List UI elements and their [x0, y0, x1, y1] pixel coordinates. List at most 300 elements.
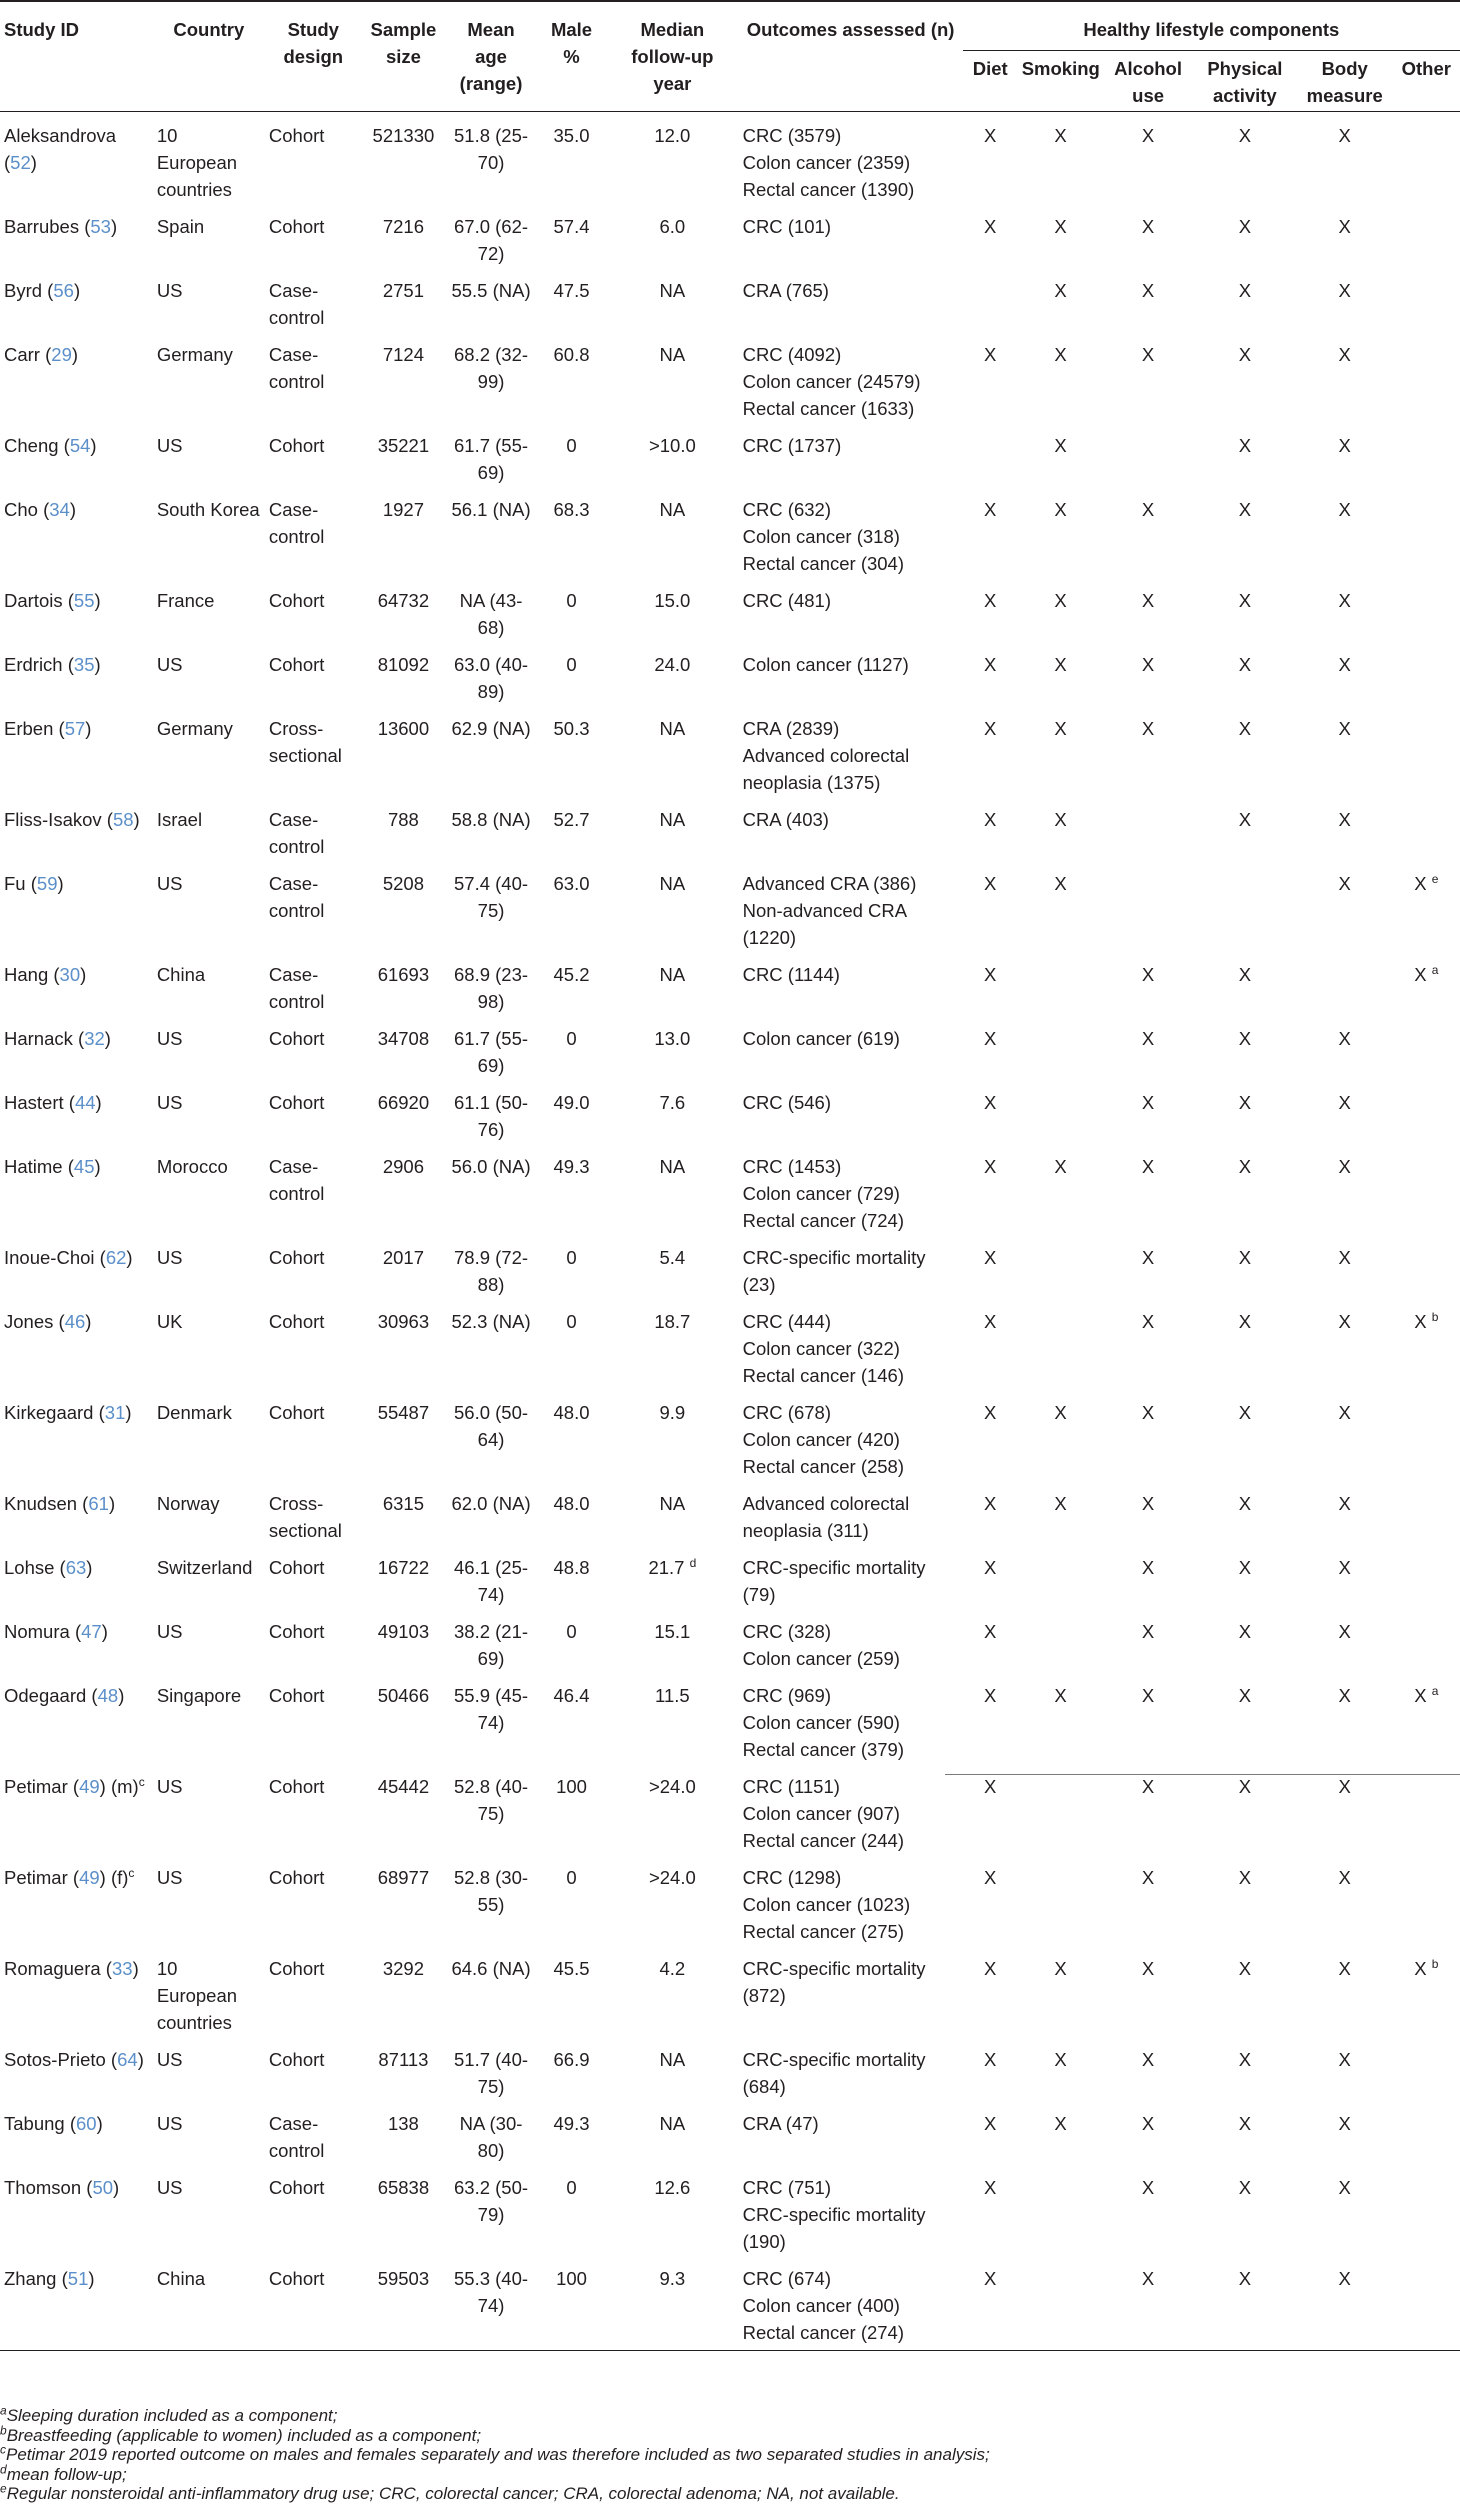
cell-study-design: Cohort — [268, 1866, 325, 1888]
cell-mean-age: 62.9 (NA) — [451, 717, 531, 739]
outcome-item: CRC-specific mortality (79) — [742, 1556, 926, 1605]
other-mark: X — [1414, 1310, 1427, 1332]
cell-male-pct: 49.0 — [553, 1091, 590, 1113]
reference-link[interactable]: 53 — [90, 215, 111, 237]
cell-study-id: Tabung (60) — [4, 2112, 103, 2134]
study-name: Jones — [4, 1310, 54, 1332]
footnote-mark: c — [138, 1774, 145, 1789]
study-name: Erben — [4, 717, 54, 739]
cell-sample-size: 5208 — [382, 872, 424, 894]
cell-male-pct: 66.9 — [553, 2048, 590, 2070]
cell-male-pct: 68.3 — [553, 498, 590, 520]
cell-physical — [1193, 860, 1297, 951]
cell-physical: X — [1238, 1492, 1252, 1514]
outcome-item: CRC (4092) — [742, 343, 842, 365]
study-name: Byrd — [4, 279, 43, 301]
table-row — [0, 705, 1460, 796]
cell-other — [1393, 331, 1460, 422]
footnote — [0, 2442, 1460, 2465]
header-other: Other — [1393, 50, 1460, 111]
cell-physical: X — [1238, 498, 1252, 520]
cell-study-id: Lohse (63) — [4, 1556, 93, 1578]
footnote-mark: e — [0, 2481, 7, 2496]
cell-study-design: Cohort — [268, 1246, 325, 1268]
table-row — [0, 860, 1460, 951]
footnote-mark: c — [0, 2442, 6, 2457]
cell-mean-age: 58.8 (NA) — [451, 808, 531, 830]
cell-smoking: X — [1054, 1155, 1067, 1177]
cell-country: 10 European countries — [156, 1957, 238, 2033]
cell-alcohol: X — [1141, 2112, 1155, 2134]
table-row — [0, 1763, 1460, 1854]
cell-study-design: Cohort — [268, 215, 325, 237]
cell-body: X — [1338, 124, 1351, 146]
cell-male-pct: 46.4 — [553, 1684, 590, 1706]
cell-study-id: Nomura (47) — [4, 1620, 108, 1642]
outcome-item: Colon cancer (24579) — [742, 370, 921, 392]
table-row — [0, 1389, 1460, 1480]
outcome-item: Colon cancer (729) — [742, 1182, 900, 1204]
cell-median-follow-up — [606, 203, 738, 267]
cell-sample-size: 7216 — [382, 215, 424, 237]
cell-study-id: Hatime (45) — [4, 1155, 101, 1177]
follow-up-value: NA — [659, 808, 686, 830]
cell-outcomes — [739, 2164, 963, 2255]
reference-link[interactable]: 56 — [53, 279, 74, 301]
reference-link[interactable]: 54 — [69, 434, 91, 456]
reference-link[interactable]: 60 — [76, 2112, 97, 2134]
cell-other — [1393, 267, 1460, 331]
outcome-item: Rectal cancer (1390) — [742, 178, 915, 200]
cell-sample-size: 50466 — [377, 1684, 430, 1706]
cell-diet: X — [984, 653, 997, 675]
cell-mean-age: 64.6 (NA) — [451, 1957, 531, 1979]
cell-outcomes — [739, 641, 963, 705]
study-name: Kirkegaard — [4, 1401, 94, 1423]
cell-body — [1297, 951, 1393, 1015]
cell-physical: X — [1238, 1866, 1252, 1888]
reference-link[interactable]: 55 — [73, 589, 95, 611]
cell-median-follow-up — [606, 860, 738, 951]
footnote-mark: a — [1431, 962, 1439, 977]
table-row — [0, 1945, 1460, 2036]
cell-diet: X — [984, 963, 997, 985]
cell-country: US — [156, 1620, 183, 1642]
cell-outcomes — [739, 1298, 963, 1389]
cell-male-pct: 60.8 — [553, 343, 590, 365]
cell-median-follow-up — [606, 951, 738, 1015]
cell-mean-age: 52.8 (30-55) — [454, 1866, 529, 1915]
cell-body: X — [1338, 1401, 1351, 1423]
cell-mean-age: 57.4 (40-75) — [454, 872, 529, 921]
cell-study-id: Inoue-Choi (62) — [4, 1246, 133, 1268]
cell-male-pct: 100 — [537, 2255, 606, 2351]
cell-median-follow-up — [606, 331, 738, 422]
table-row — [0, 641, 1460, 705]
header-outcomes: Outcomes assessed (n) — [739, 1, 963, 111]
follow-up-value: >10.0 — [648, 434, 696, 456]
footnote-mark: b — [0, 2422, 7, 2437]
reference-link[interactable]: 64 — [117, 2048, 138, 2070]
cell-study-design: Case-control — [268, 963, 325, 1012]
cell-mean-age: 56.0 (NA) — [451, 1155, 531, 1177]
cell-country: Denmark — [156, 1401, 232, 1423]
cell-median-follow-up — [606, 1143, 738, 1234]
cell-median-follow-up — [606, 1298, 738, 1389]
cell-male-pct: 0 — [566, 1620, 577, 1642]
cell-alcohol: X — [1141, 1556, 1155, 1578]
follow-up-value: 4.2 — [659, 1957, 686, 1979]
cell-alcohol: X — [1141, 1155, 1155, 1177]
cell-study-id: Erben (57) — [4, 717, 92, 739]
table-row — [0, 1854, 1460, 1945]
header-male-pct: Male % — [537, 1, 606, 111]
cell-body: X — [1338, 498, 1351, 520]
cell-alcohol — [1103, 422, 1193, 486]
cell-body: X — [1338, 653, 1351, 675]
cell-diet: X — [984, 1957, 997, 1979]
cell-sample-size: 66920 — [377, 1091, 430, 1113]
cell-diet: X — [984, 1310, 997, 1332]
cell-smoking: X — [1054, 872, 1067, 894]
cell-mean-age: 52.8 (40-75) — [454, 1775, 529, 1824]
table-row — [0, 267, 1460, 331]
cell-country: Germany — [156, 717, 233, 739]
cell-study-id: Dartois (55) — [4, 589, 101, 611]
cell-study-id: Hastert (44) — [4, 1091, 102, 1113]
outcome-item: Advanced colorectal neoplasia (1375) — [742, 744, 910, 793]
follow-up-value: 24.0 — [654, 653, 691, 675]
reference-link[interactable]: 29 — [51, 343, 72, 365]
study-name: Hang — [4, 963, 49, 985]
header-components-group: Healthy lifestyle components — [963, 1, 1460, 50]
table-row — [0, 2164, 1460, 2255]
cell-median-follow-up — [606, 1672, 738, 1763]
reference-link[interactable]: 35 — [73, 653, 95, 675]
outcome-item: Colon cancer (907) — [742, 1802, 900, 1824]
cell-body: X — [1338, 717, 1351, 739]
cell-outcomes — [739, 203, 963, 267]
table-row — [0, 422, 1460, 486]
cell-sample-size: 45442 — [377, 1775, 430, 1797]
cell-diet: X — [984, 1401, 997, 1423]
footnotes — [0, 2403, 1460, 2504]
outcome-item: CRC (632) — [742, 498, 831, 520]
cell-alcohol: X — [1141, 343, 1155, 365]
table-row — [0, 111, 1460, 203]
cell-male-pct: 0 — [566, 589, 577, 611]
cell-smoking — [1018, 1763, 1104, 1854]
footnote-mark: b — [1431, 1309, 1439, 1324]
reference-link[interactable]: 51 — [67, 2267, 89, 2289]
cell-body: X — [1338, 1155, 1351, 1177]
cell-sample-size: 55487 — [377, 1401, 430, 1423]
cell-physical: X — [1238, 1401, 1252, 1423]
cell-other — [1393, 2255, 1460, 2351]
cell-diet: X — [984, 872, 997, 894]
cell-body: X — [1338, 1246, 1351, 1268]
cell-study-id: Erdrich (35) — [4, 653, 101, 675]
cell-median-follow-up — [606, 2036, 738, 2100]
reference-link[interactable]: 52 — [10, 151, 31, 173]
cell-study-id: Kirkegaard (31) — [4, 1401, 132, 1423]
outcome-item: Rectal cancer (258) — [742, 1455, 905, 1477]
cell-outcomes — [739, 2036, 963, 2100]
study-name: Inoue-Choi — [4, 1246, 95, 1268]
cell-study-id: Odegaard (48) — [4, 1684, 125, 1706]
cell-median-follow-up — [606, 486, 738, 577]
reference-link[interactable]: 33 — [111, 1957, 133, 1979]
outcome-item: CRC-specific mortality (190) — [742, 2203, 926, 2252]
table-row — [0, 951, 1460, 1015]
cell-smoking: X — [1054, 343, 1067, 365]
cell-other — [1393, 1672, 1460, 1763]
reference-link[interactable]: 58 — [112, 808, 134, 830]
cell-country: Switzerland — [156, 1556, 253, 1578]
cell-smoking: X — [1054, 124, 1067, 146]
cell-smoking — [1018, 1298, 1104, 1389]
outcome-item: Colon cancer (1127) — [742, 653, 909, 675]
reference-link[interactable]: 45 — [73, 1155, 95, 1177]
reference-link[interactable]: 63 — [65, 1556, 87, 1578]
cell-smoking — [1018, 1608, 1104, 1672]
outcome-item: CRC (1144) — [742, 963, 840, 985]
cell-study-id: Hang (30) — [4, 963, 87, 985]
outcome-item: Colon cancer (259) — [742, 1647, 900, 1669]
cell-physical: X — [1238, 2176, 1252, 2198]
cell-outcomes — [739, 111, 963, 203]
cell-male-pct: 49.3 — [553, 2112, 590, 2134]
cell-body: X — [1338, 1866, 1351, 1888]
cell-alcohol: X — [1141, 1027, 1155, 1049]
study-name: Aleksandrova — [4, 124, 117, 146]
header-physical: Physical activity — [1193, 50, 1297, 111]
cell-smoking — [1018, 1544, 1104, 1608]
cell-study-design: Case-control — [268, 343, 325, 392]
footnote — [0, 2422, 1460, 2446]
cell-body: X — [1338, 1492, 1351, 1514]
study-name: Petimar — [4, 1866, 68, 1888]
reference-link[interactable]: 31 — [104, 1401, 126, 1423]
study-name: Petimar — [4, 1775, 68, 1797]
cell-alcohol: X — [1141, 2048, 1155, 2070]
study-subgroup: (m) — [105, 1775, 139, 1797]
cell-sample-size: 138 — [387, 2112, 419, 2134]
reference-link[interactable]: 49 — [79, 1866, 100, 1888]
cell-diet: X — [984, 589, 997, 611]
cell-mean-age: 46.1 (25-74) — [454, 1556, 529, 1605]
cell-other — [1393, 2100, 1460, 2164]
follow-up-value: 9.9 — [659, 1401, 686, 1423]
cell-body: X — [1338, 589, 1351, 611]
footnote-mark: b — [1431, 1956, 1439, 1971]
cell-study-design: Cohort — [268, 124, 325, 146]
outcome-item: CRA (765) — [742, 279, 829, 301]
cell-sample-size: 64732 — [377, 589, 430, 611]
header-country: Country — [153, 1, 265, 111]
outcome-item: CRA (2839) — [742, 717, 840, 739]
cell-body: X — [1338, 1684, 1351, 1706]
reference-link[interactable]: 34 — [49, 498, 70, 520]
header-sample-size: Sample size — [362, 1, 446, 111]
study-name: Cho — [4, 498, 38, 520]
cell-alcohol: X — [1141, 1401, 1155, 1423]
outcome-item: CRC (1453) — [742, 1155, 842, 1177]
reference-link[interactable]: 47 — [81, 1620, 102, 1642]
cell-country: South Korea — [156, 498, 260, 520]
cell-alcohol: X — [1141, 1492, 1155, 1514]
cell-diet — [963, 267, 1018, 331]
cell-study-design: Case-control — [268, 1155, 325, 1204]
cell-physical: X — [1238, 434, 1252, 456]
reference-link[interactable]: 32 — [84, 1027, 105, 1049]
cell-median-follow-up — [606, 267, 738, 331]
table-row — [0, 486, 1460, 577]
cell-median-follow-up — [606, 1763, 738, 1854]
footnote-text: mean follow-up; — [6, 2464, 127, 2484]
reference-link[interactable]: 62 — [105, 1246, 127, 1268]
study-name: Fu — [4, 872, 26, 894]
cell-country: Morocco — [156, 1155, 228, 1177]
cell-country: Spain — [156, 215, 205, 237]
outcome-item: CRC (1737) — [742, 434, 842, 456]
cell-outcomes — [739, 1854, 963, 1945]
cell-smoking: X — [1054, 717, 1067, 739]
cell-other — [1393, 2164, 1460, 2255]
cell-study-design: Cohort — [268, 1775, 325, 1797]
cell-study-design: Case-control — [268, 279, 325, 328]
outcome-item: Advanced CRA (386) — [742, 872, 917, 894]
cell-smoking — [1018, 951, 1104, 1015]
table-row — [0, 203, 1460, 267]
cell-diet: X — [984, 498, 997, 520]
cell-physical: X — [1238, 1684, 1252, 1706]
cell-country: US — [156, 1246, 183, 1268]
footnote-mark: d — [0, 2461, 7, 2476]
outcome-item: Colon cancer (1023) — [742, 1893, 911, 1915]
table-row — [0, 2036, 1460, 2100]
other-mark: X — [1414, 872, 1427, 894]
outcome-item: CRC (1298) — [742, 1866, 842, 1888]
cell-sample-size: 30963 — [377, 1310, 430, 1332]
cell-smoking: X — [1054, 2048, 1067, 2070]
cell-mean-age: 55.5 (NA) — [451, 279, 531, 301]
outcome-item: CRC-specific mortality (23) — [742, 1246, 926, 1295]
cell-body: X — [1338, 1556, 1351, 1578]
cell-outcomes — [739, 1608, 963, 1672]
cell-physical: X — [1238, 1155, 1252, 1177]
cell-outcomes — [739, 486, 963, 577]
cell-median-follow-up — [606, 641, 738, 705]
cell-physical: X — [1238, 2112, 1252, 2134]
cell-body: X — [1338, 434, 1351, 456]
cell-alcohol: X — [1141, 1684, 1155, 1706]
footnote-text: Regular nonsteroidal anti-inflammatory drug use; CRC, colorectal cancer; CRA, colorectal adenoma; NA, not available. — [6, 2484, 900, 2503]
cell-body: X — [1338, 1957, 1351, 1979]
cell-country: US — [156, 434, 183, 456]
cell-sample-size: 87113 — [378, 2048, 429, 2070]
reference-link[interactable]: 57 — [64, 717, 86, 739]
cell-male-pct: 0 — [566, 1310, 577, 1332]
cell-mean-age: 56.0 (50-64) — [454, 1401, 529, 1450]
cell-smoking: X — [1054, 808, 1067, 830]
cell-male-pct: 57.4 — [553, 215, 590, 237]
cell-smoking — [1018, 1234, 1104, 1298]
cell-body: X — [1338, 1091, 1351, 1113]
study-name: Cheng — [4, 434, 59, 456]
cell-physical: X — [1238, 1091, 1252, 1113]
study-name: Lohse — [4, 1556, 55, 1578]
cell-study-id: Aleksandrova (52) — [4, 124, 117, 173]
cell-study-design: Cohort — [268, 1091, 325, 1113]
cell-diet: X — [984, 808, 997, 830]
reference-link[interactable]: 61 — [88, 1492, 109, 1514]
cell-mean-age: 55.3 (40-74) — [445, 2255, 537, 2351]
cell-median-follow-up — [606, 796, 738, 860]
outcome-item: CRC (101) — [742, 215, 831, 237]
cell-study-design: Cohort — [268, 1310, 325, 1332]
cell-country: Norway — [156, 1492, 220, 1514]
cell-male-pct: 48.0 — [553, 1492, 590, 1514]
cell-outcomes — [739, 1544, 963, 1608]
reference-link[interactable]: 49 — [79, 1775, 100, 1797]
cell-diet: X — [984, 2112, 997, 2134]
reference-link[interactable]: 46 — [64, 1310, 86, 1332]
header-study-design: Study design — [265, 1, 362, 111]
cell-physical: X — [1238, 1246, 1252, 1268]
reference-link[interactable]: 59 — [36, 872, 58, 894]
reference-link[interactable]: 50 — [92, 2176, 114, 2198]
study-name: Erdrich — [4, 653, 63, 675]
cell-sample-size: 13600 — [377, 717, 430, 739]
reference-link[interactable]: 30 — [59, 963, 81, 985]
cell-mean-age: 38.2 (21-69) — [454, 1620, 529, 1669]
follow-up-value: NA — [659, 2112, 686, 2134]
cell-study-id: Harnack (32) — [4, 1027, 111, 1049]
cell-sample-size: 6315 — [382, 1492, 424, 1514]
study-name: Dartois — [4, 589, 63, 611]
cell-country: US — [156, 1091, 183, 1113]
cell-alcohol: X — [1141, 717, 1155, 739]
outcome-item: CRC (678) — [742, 1401, 831, 1423]
cell-mean-age: 67.0 (62-72) — [454, 215, 529, 264]
follow-up-value: NA — [659, 498, 686, 520]
reference-link[interactable]: 48 — [97, 1684, 119, 1706]
follow-up-value: 12.6 — [654, 2176, 691, 2198]
cell-body: X — [1338, 2048, 1351, 2070]
cell-outcomes — [739, 1389, 963, 1480]
cell-physical: X — [1238, 808, 1252, 830]
cell-other — [1393, 1298, 1460, 1389]
cell-median-follow-up — [606, 1945, 738, 2036]
cell-male-pct: 100 — [556, 1775, 587, 1797]
footnote — [0, 2461, 1460, 2485]
header-diet: Diet — [963, 50, 1018, 111]
cell-diet: X — [984, 1246, 997, 1268]
cell-body: X — [1338, 343, 1351, 365]
reference-link[interactable]: 44 — [74, 1091, 96, 1113]
cell-diet: X — [984, 2048, 997, 2070]
cell-other — [1393, 1854, 1460, 1945]
follow-up-value: NA — [659, 1492, 686, 1514]
table-row — [0, 1015, 1460, 1079]
cell-outcomes — [739, 2255, 963, 2351]
cell-other — [1393, 1763, 1460, 1854]
cell-outcomes — [739, 860, 963, 951]
cell-outcomes — [739, 1234, 963, 1298]
cell-median-follow-up — [606, 705, 738, 796]
study-name: Nomura — [4, 1620, 70, 1642]
